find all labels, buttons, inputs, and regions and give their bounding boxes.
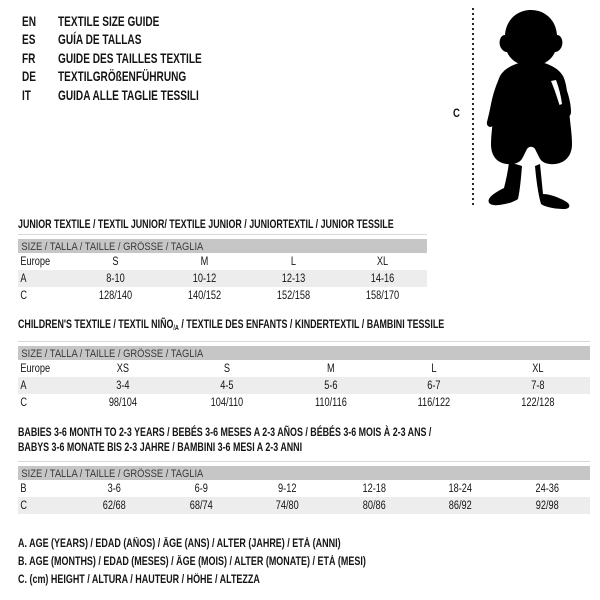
table-cell: 6-9	[194, 482, 208, 495]
table-cell: M	[326, 362, 335, 375]
table-cell: 86/92	[448, 499, 472, 512]
table-cell: C	[20, 289, 28, 302]
children-title-post: / TEXTILE DES ENFANTS / KINDERTEXTIL / BAMBINI TESSILE	[178, 317, 445, 331]
babies-size-table	[18, 461, 590, 514]
table-cell: A	[20, 379, 27, 392]
language-label: TEXTILGRÖßENFÜHRUNG	[58, 68, 187, 85]
language-label: TEXTILE SIZE GUIDE	[58, 13, 160, 29]
table-cell: 98/104	[108, 396, 137, 409]
table-cell: 140/152	[187, 289, 222, 302]
language-code: ES	[22, 31, 36, 48]
table-cell: S	[223, 362, 230, 375]
table-cell: XS	[116, 362, 130, 375]
table-cell: 24-36	[534, 482, 559, 495]
height-dotted-line	[472, 8, 474, 206]
table-cell: L	[290, 255, 297, 268]
language-code: IT	[22, 86, 31, 103]
table-cell: 92/98	[535, 499, 559, 512]
table-row	[18, 360, 590, 377]
table-row	[18, 253, 427, 270]
language-list	[22, 12, 272, 104]
table-cell: Europe	[20, 362, 51, 375]
size-header-label: SIZE / TALLA / TAILLE / GRÖSSE / TAGLIA	[21, 241, 204, 253]
note-age-months: B. AGE (MONTHS) / EDAD (MESES) / ÂGE (MOIS) / ALTER (MONATE) / ETÀ (MESI)	[18, 556, 366, 568]
table-row	[18, 394, 590, 411]
height-label-c: C	[453, 106, 460, 120]
children-section-title	[18, 317, 444, 333]
table-cell: 128/140	[98, 289, 133, 302]
language-code: EN	[22, 13, 37, 29]
table-cell: 3-4	[116, 379, 130, 392]
language-label: GUÍA DE TALLAS	[58, 31, 142, 48]
table-row	[18, 270, 427, 287]
table-cell: C	[20, 396, 28, 409]
table-cell: C	[20, 499, 28, 512]
table-cell: 12-18	[361, 482, 386, 495]
size-header-bar	[18, 346, 590, 360]
table-cell: 116/122	[417, 396, 451, 409]
language-label: GUIDA ALLE TAGLIE TESSILI	[58, 86, 199, 103]
children-title-sub: /A	[173, 323, 179, 332]
babies-section-title	[18, 425, 431, 455]
table-cell: S	[112, 255, 119, 268]
table-cell: 18-24	[448, 482, 473, 495]
table-cell: 122/128	[521, 396, 555, 409]
table-cell: 7-8	[531, 379, 545, 392]
table-row	[18, 480, 590, 497]
size-header-label: SIZE / TALLA / TAILLE / GRÖSSE / TAGLIA	[21, 348, 204, 360]
babies-title-line1: BABIES 3-6 MONTH TO 2-3 YEARS / BEBÉS 3-6 MESES A 2-3 AÑOS / BÉBÉS 3-6 MOIS À 2-3 ANS /	[18, 425, 432, 439]
table-cell: XL	[532, 362, 544, 375]
table-cell: Europe	[20, 255, 51, 268]
size-header-bar	[18, 466, 590, 480]
table-row	[18, 377, 590, 394]
table-cell: 9-12	[278, 482, 297, 495]
language-row	[22, 67, 202, 85]
language-code: FR	[22, 49, 36, 66]
table-cell: 152/158	[276, 289, 311, 302]
note-age-years: A. AGE (YEARS) / EDAD (AÑOS) / ÂGE (ANS) / ALTER (JAHRE) / ETÀ (ANNI)	[18, 538, 341, 550]
table-cell: 14-16	[370, 272, 395, 285]
children-size-table	[18, 341, 590, 411]
table-cell: A	[20, 272, 27, 285]
table-cell: 5-6	[323, 379, 338, 392]
table-row	[18, 287, 427, 304]
note-height-cm: C. (cm) HEIGHT / ALTURA / HAUTEUR / HÖHE / ALTEZZA	[18, 574, 260, 586]
table-row	[18, 497, 590, 514]
table-cell: 3-6	[107, 482, 121, 495]
table-cell: 8-10	[106, 272, 125, 285]
table-cell: 68/74	[189, 499, 213, 512]
table-cell: 4-5	[220, 379, 234, 392]
language-label: GUIDE DES TAILLES TEXTILE	[58, 49, 202, 66]
size-header-label: SIZE / TALLA / TAILLE / GRÖSSE / TAGLIA	[21, 468, 204, 480]
baby-silhouette-icon	[483, 6, 580, 213]
language-row	[22, 49, 202, 67]
table-cell: B	[20, 482, 27, 495]
table-cell: 74/80	[275, 499, 299, 512]
baby-figure	[450, 0, 600, 220]
language-row	[22, 30, 202, 48]
language-code: DE	[22, 68, 37, 85]
size-header-bar	[18, 239, 427, 253]
table-cell: 80/86	[362, 499, 386, 512]
junior-section-title: JUNIOR TEXTILE / TEXTIL JUNIOR/ TEXTILE JUNIOR / JUNIORTEXTIL / JUNIOR TESSILE	[18, 217, 394, 231]
children-title-pre: CHILDREN'S TEXTILE / TEXTIL NIÑO	[18, 317, 174, 331]
table-cell: 104/110	[210, 396, 243, 409]
junior-size-table	[18, 234, 427, 304]
table-cell: 10-12	[192, 272, 217, 285]
table-cell: 110/116	[314, 396, 347, 409]
table-cell: M	[200, 255, 209, 268]
language-row	[22, 12, 202, 30]
language-row	[22, 86, 202, 104]
table-cell: XL	[376, 255, 389, 268]
table-cell: L	[431, 362, 437, 375]
table-cell: 12-13	[281, 272, 306, 285]
table-cell: 6-7	[427, 379, 441, 392]
table-cell: 62/68	[102, 499, 126, 512]
legend-notes	[18, 535, 464, 589]
babies-title-line2: BABYS 3-6 MONATE BIS 2-3 JAHRE / BAMBINI 3-6 MESI A 2-3 ANNI	[18, 440, 303, 454]
table-cell: 158/170	[365, 289, 400, 302]
